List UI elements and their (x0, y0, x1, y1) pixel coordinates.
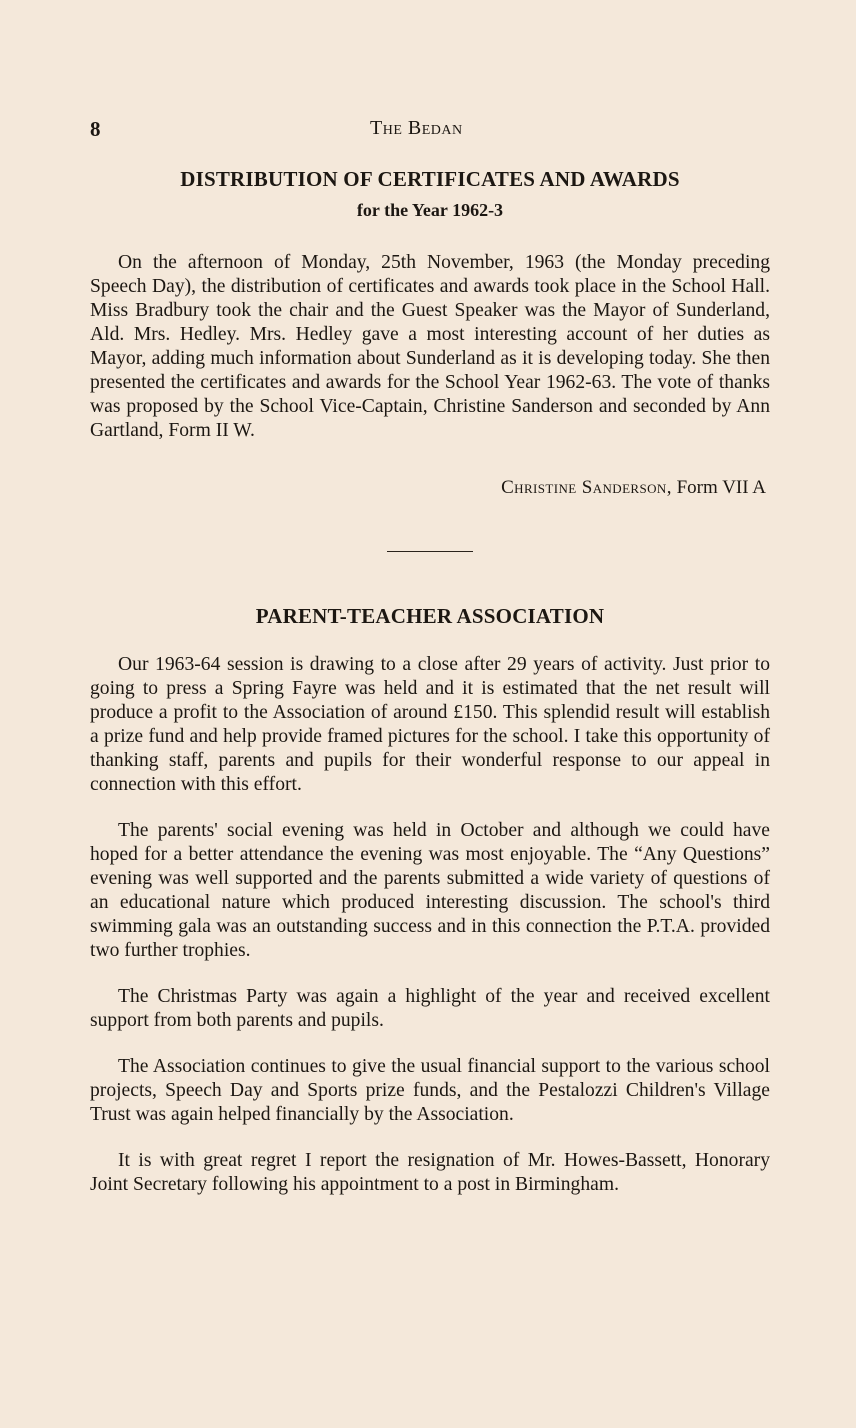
document-page (90, 115, 770, 1197)
journal-title: The Bedan (370, 117, 463, 139)
signature (90, 477, 770, 499)
pta-paragraph-2: The parents' social evening was held in October and although we could have hoped for a better attendance the evening was most enjoyable. The “Any Questions” evening was well supported and the parents submitted a wide variety of questions of an educational nature which produced interesting discussion. The school's third swimming gala was an outstanding success and in this connection the P.T.A. provided two further trophies. (90, 820, 770, 961)
signature-name: Christine Sanderson, (501, 477, 672, 498)
section-divider (387, 551, 473, 552)
pta-paragraph-5: It is with great regret I report the resignation of Mr. Howes-Bassett, Honorary Joint Secretary following his appointment to a post in Birmingham. (90, 1150, 770, 1195)
pta-paragraph-1: Our 1963-64 session is drawing to a close after 29 years of activity. Just prior to going to press a Spring Fayre was held and it is estimated that the net result will produce a profit to the Association of around £150. This splendid result will establish a prize fund and help provide framed pictures for the school. I take this opportunity of thanking staff, parents and pupils for their wonderful response to our appeal in connection with this effort. (90, 654, 770, 795)
certificates-heading: DISTRIBUTION OF CERTIFICATES AND AWARDS (180, 167, 680, 191)
pta-paragraph-3: The Christmas Party was again a highlight of the year and received excellent support from both parents and pupils. (90, 986, 770, 1031)
certificates-paragraph: On the afternoon of Monday, 25th November, 1963 (the Monday preceding Speech Day), the distribution of certificates and awards took place in the School Hall. Miss Bradbury took the chair and the Guest Speaker was the Mayor of Sunderland, Ald. Mrs. Hedley. Mrs. Hedley gave a most interesting account of her duties as Mayor, adding much information about Sunderland as it is developing today. She then presented the certificates and awards for the School Year 1962-63. The vote of thanks was proposed by the School Vice-Captain, Christine Sanderson and seconded by Ann Gartland, Form II W. (90, 252, 770, 441)
certificates-subheading: for the Year 1962-3 (356, 200, 504, 220)
page-number: 8 (90, 117, 101, 141)
pta-paragraph-4: The Association continues to give the usual financial support to the various school projects, Speech Day and Sports prize funds, and the Pestalozzi Children's Village Trust was again helped financially by the Association. (90, 1056, 770, 1125)
signature-form: Form VII A (676, 477, 766, 498)
pta-heading: PARENT-TEACHER ASSOCIATION (255, 604, 605, 628)
running-head (90, 115, 770, 151)
